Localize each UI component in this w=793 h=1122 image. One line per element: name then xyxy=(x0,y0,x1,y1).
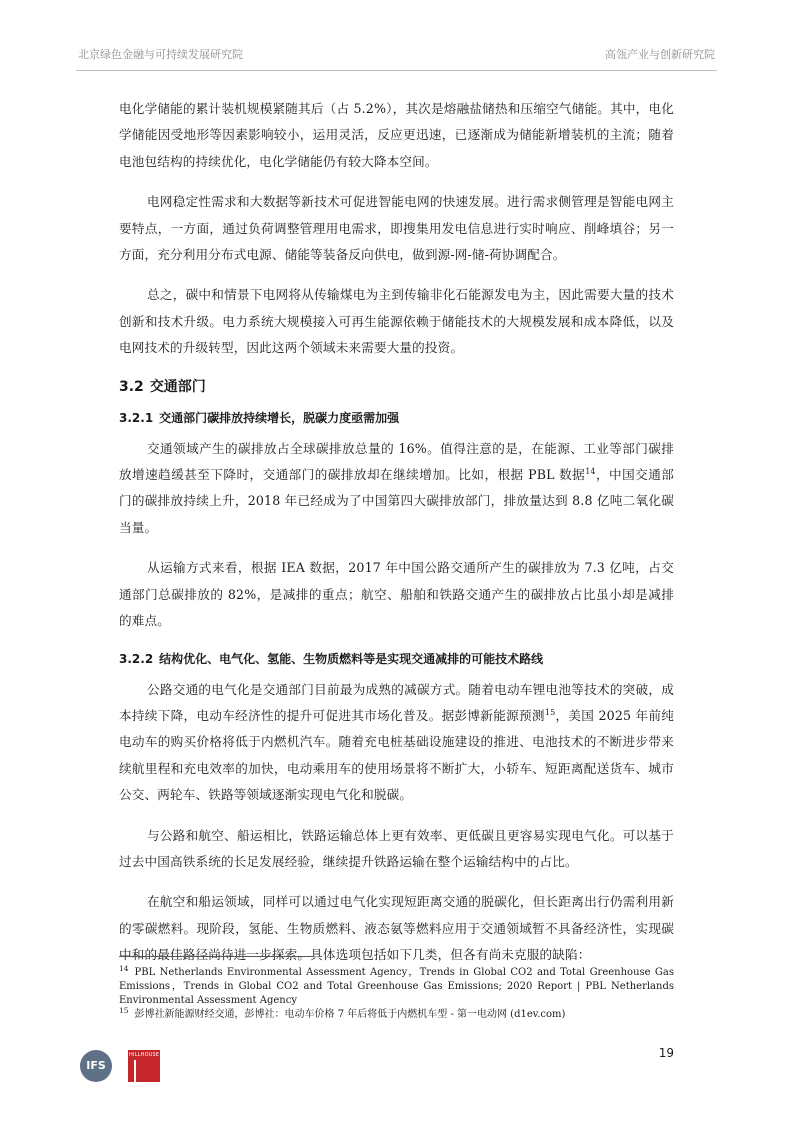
subsection-title: 结构优化、电气化、氢能、生物质燃料等是实现交通减排的可能技术路线 xyxy=(159,651,544,666)
subsection-title: 交通部门碳排放持续增长，脱碳力度亟需加强 xyxy=(159,410,400,425)
section-number: 3.2 xyxy=(119,378,144,395)
paragraph-text: 公路交通的电气化是交通部门目前最为成熟的减碳方式。随着电动车锂电池等技术的突破，成本持续下降，电动车经济性的提升可促进其市场化普及。据彭博新能源预测 xyxy=(119,681,674,723)
footnotes xyxy=(119,963,674,1022)
footnote-number: 14 xyxy=(119,963,129,973)
footnote-ref-15[interactable]: 15 xyxy=(544,707,556,717)
paragraph-smart-grid: 电网稳定性需求和大数据等新技术可促进智能电网的快速发展。进行需求侧管理是智能电网主要特点，一方面，通过负荷调整管理用电需求，即搜集用发电信息进行实时响应、削峰填谷；另一方面，充分利用分布式电源、储能等装备反向供电，做到源-网-储-荷协调配合。 xyxy=(119,194,674,263)
footnote-15 xyxy=(119,1005,674,1022)
hillhouse-logo-bar xyxy=(134,1060,136,1082)
page-header xyxy=(76,36,717,71)
paragraph-text: 交通领域产生的碳排放占全球碳排放总量的 16%。值得注意的是，在能源、工业等部门碳排放增速趋缓甚至下降时，交通部门的碳排放却在继续增加。比如，根据 PBL 数据 xyxy=(119,440,674,483)
subsection-number: 3.2.2 xyxy=(119,651,154,666)
footnote-text: 彭博社新能源财经交通，彭博社：电动车价格 7 年后将低于内燃机车型 - 第一电动网 (d1ev.com) xyxy=(134,1009,566,1020)
paragraph-rail: 与公路和航空、船运相比，铁路运输总体上更有效率、更低碳且更容易实现电气化。可以基于过去中国高铁系统的长足发展经验，继续提升铁路运输在整个运输结构中的占比。 xyxy=(119,827,674,869)
paragraph-text: ，中国交通部门的碳排放持续上升，2018 年已经成为了中国第四大碳排放部门，排放量达到 8.8 亿吨二氧化碳当量。 xyxy=(119,467,674,535)
paragraph-transport-modes: 从运输方式来看，根据 IEA 数据，2017 年中国公路交通所产生的碳排放为 7.3 亿吨，占交通部门总碳排放的 82%，是减排的重点；航空、船舶和铁路交通产生的碳排放占比虽小却是减排的难点。 xyxy=(119,560,674,629)
hillhouse-logo-text: HILLHOUSE xyxy=(129,1052,160,1058)
footnote-divider xyxy=(119,956,314,957)
paragraph-storage-continued: 电化学储能的累计装机规模紧随其后（占 5.2%），其次是熔融盐储热和压缩空气储能。其中，电化学储能因受地形等因素影响较小，运用灵活，反应更迅速，已逐渐成为储能新增装机的主流；随着电池包结构的持续优化，电化学储能仍有较大降本空间。 xyxy=(119,101,674,169)
subsection-heading-technologies xyxy=(119,649,674,669)
paragraph-text: ，美国 2025 年前纯电动车的购买价格将低于内燃机汽车。随着充电桩基础设施建设的推进、电池技术的不断进步带来续航里程和充电效率的加快，电动乘用车的使用场景将不断扩大，小轿车、短距离配送货车、城市公交、两轮车、铁路等领域逐渐实现电气化和脱碳。 xyxy=(119,707,675,803)
footnote-number: 15 xyxy=(119,1005,129,1015)
subsection-heading-emissions xyxy=(119,408,674,428)
page-number: 19 xyxy=(658,1046,674,1060)
header-org-left: 北京绿色金融与可持续发展研究院 xyxy=(78,48,243,61)
section-title: 交通部门 xyxy=(149,378,206,395)
main-content xyxy=(119,96,674,983)
footer-logos xyxy=(80,1050,170,1082)
footnote-ref-14[interactable]: 14 xyxy=(585,466,596,476)
footnote-text: PBL Netherlands Environmental Assessment Agency，Trends in Global CO2 and Total Greenhouse Gas Emissions，Trends in Global CO2 and Total Greenhouse Gas Emissions; 2020 Report | PBL Netherlands Environmental Assessment Agency xyxy=(119,967,674,1006)
footnote-14 xyxy=(119,963,674,1008)
paragraph-aviation-shipping: 在航空和船运领域，同样可以通过电气化实现短距离交通的脱碳化，但长距离出行仍需利用新的零碳燃料。现阶段，氢能、生物质燃料、液态氨等燃料应用于交通领域暂不具备经济性，实现碳中和的最佳路径尚待进一步探索。具体选项包括如下几类，但各有尚未克服的缺陷： xyxy=(119,894,674,963)
subsection-number: 3.2.1 xyxy=(119,410,154,425)
section-heading-transport xyxy=(119,376,674,398)
paragraph-grid-summary: 总之，碳中和情景下电网将从传输煤电为主到传输非化石能源发电为主，因此需要大量的技术创新和技术升级。电力系统大规模接入可再生能源依赖于储能技术的大规模发展和成本降低，以及电网技术的升级转型，因此这两个领域未来需要大量的投资。 xyxy=(119,287,674,356)
paragraph-road-electrification xyxy=(119,677,674,809)
paragraph-transport-emissions xyxy=(119,436,674,542)
ifs-logo-icon: IFS xyxy=(80,1050,112,1082)
hillhouse-logo-icon xyxy=(128,1050,160,1082)
header-org-right: 高瓴产业与创新研究院 xyxy=(605,48,715,61)
